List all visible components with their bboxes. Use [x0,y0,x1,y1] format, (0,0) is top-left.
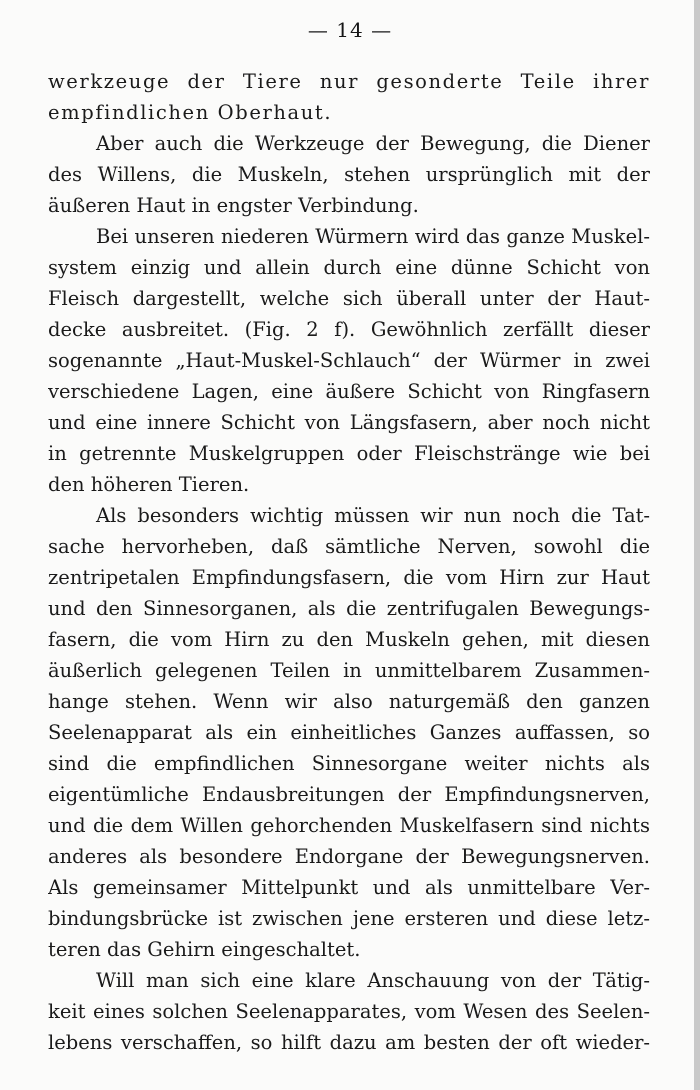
text-line: den höheren Tieren. [48,473,250,496]
text-line: teren das Gehirn eingeschaltet. [48,938,361,961]
text-line: und den Sinnesorganen, als die zentrifugalen Bewegungs- [48,597,650,620]
text-line: Aber auch die Werkzeuge der Bewegung, die Diener [96,132,650,155]
text-line: Seelenapparat als ein einheitliches Ganzes auffassen, so [48,721,650,744]
text-line: sind die empfindlichen Sinnesorgane weiter nichts als [48,752,650,775]
text-line: zentripetalen Empfindungsfasern, die vom Hirn zur Haut [48,566,650,589]
text-line: hange stehen. Wenn wir also naturgemäß den ganzen [48,690,650,713]
text-line: Als gemeinsamer Mittelpunkt und als unmittelbare Ver- [48,876,650,899]
text-line: äußerlich gelegenen Teilen in unmittelbarem Zusammen- [48,659,650,682]
text-line: des Willens, die Muskeln, stehen ursprünglich mit der [48,163,650,186]
text-line: empfindlichen Oberhaut. [48,101,333,124]
text-line: bindungsbrücke ist zwischen jene ersteren und diese letz- [48,907,650,930]
text-line: werkzeuge der Tiere nur gesonderte Teile ihrer [48,70,650,93]
text-line: decke ausbreitet. (Fig. 2 f). Gewöhnlich zerfällt dieser [48,318,650,341]
page-number: — 14 — [307,18,393,42]
text-line: und die dem Willen gehorchenden Muskelfasern sind nichts [48,814,650,837]
text-line: äußeren Haut in engster Verbindung. [48,194,419,217]
text-line: und eine innere Schicht von Längsfasern, aber noch nicht [48,411,650,434]
text-line: Fleisch dargestellt, welche sich überall unter der Haut- [48,287,650,310]
text-line: Als besonders wichtig müssen wir nun noch die Tat- [96,504,650,527]
text-line: fasern, die vom Hirn zu den Muskeln gehen, mit diesen [48,628,650,651]
text-line: keit eines solchen Seelenapparates, vom Wesen des Seelen- [48,1000,650,1023]
text-line: Will man sich eine klare Anschauung von der Tätig- [96,969,650,992]
text-line: eigentümliche Endausbreitungen der Empfindungsnerven, [48,783,650,806]
text-line: system einzig und allein durch eine dünne Schicht von [48,256,650,279]
text-line: verschiedene Lagen, eine äußere Schicht von Ringfasern [48,380,650,403]
body-text [48,66,650,1058]
text-line: lebens verschaffen, so hilft dazu am besten der oft wieder- [48,1031,650,1054]
text-line: sache hervorheben, daß sämtliche Nerven, sowohl die [48,535,650,558]
text-line: anderes als besondere Endorgane der Bewegungsnerven. [48,845,650,868]
text-line: Bei unseren niederen Würmern wird das ganze Muskel- [96,225,650,248]
text-line: sogenannte „Haut-Muskel-Schlauch“ der Würmer in zwei [48,349,650,372]
page-edge-shadow [694,0,700,1090]
text-line: in getrennte Muskelgruppen oder Fleischstränge wie bei [48,442,650,465]
